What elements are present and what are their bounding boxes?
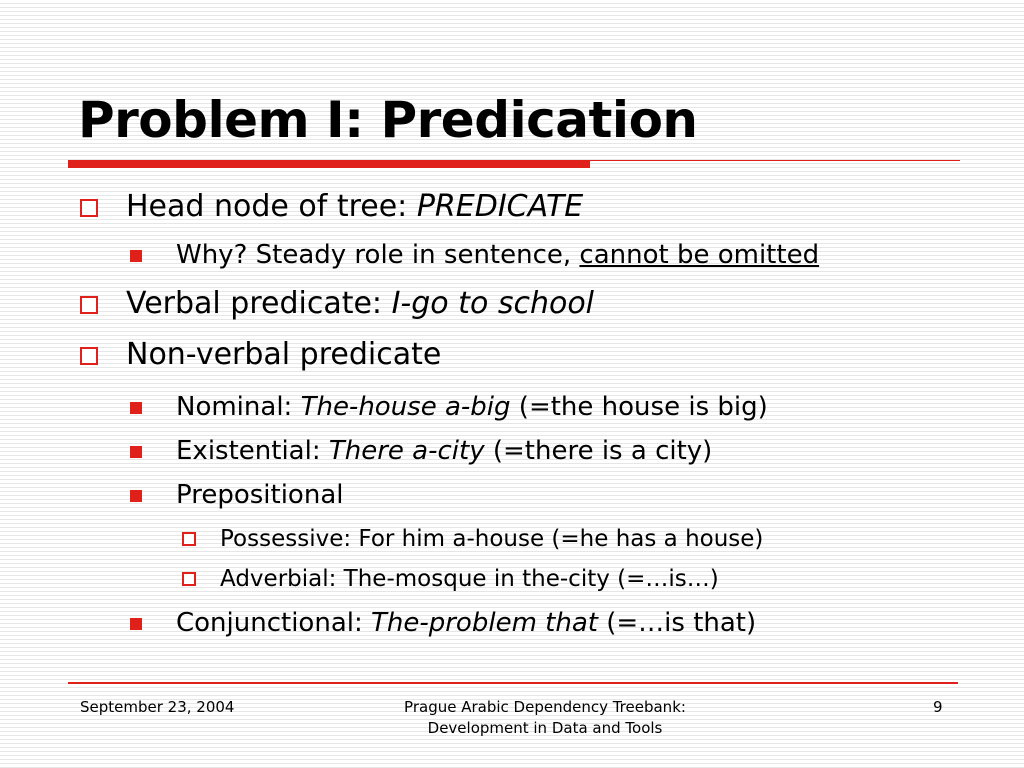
bullet-underlined-text: cannot be omitted bbox=[579, 240, 820, 270]
filled-square-bullet-icon bbox=[130, 446, 142, 458]
bullet-possessive bbox=[220, 524, 763, 554]
bullet-text: Why? Steady role in sentence, bbox=[176, 240, 580, 270]
hollow-square-bullet-icon bbox=[80, 296, 98, 314]
bullet-text: Prepositional bbox=[176, 480, 344, 510]
bullet-prepositional bbox=[176, 479, 343, 511]
bullet-italic-text: PREDICATE bbox=[416, 189, 584, 224]
bullet-text: Verbal predicate: bbox=[126, 286, 392, 321]
footer-title-line-1: Prague Arabic Dependency Treebank: bbox=[404, 698, 686, 716]
footer-title-line-2: Development in Data and Tools bbox=[427, 719, 663, 737]
bullet-italic-text: I-go to school bbox=[391, 286, 595, 321]
filled-square-bullet-icon bbox=[130, 490, 142, 502]
hollow-square-bullet-icon bbox=[182, 572, 196, 586]
bullet-non-verbal-predicate bbox=[126, 336, 441, 374]
footer-page-number: 9 bbox=[933, 698, 943, 716]
bullet-adverbial bbox=[220, 564, 719, 594]
title-underline-thick bbox=[68, 160, 590, 168]
bullet-italic-text: There a-city bbox=[328, 436, 485, 466]
bullet-text: Non-verbal predicate bbox=[126, 337, 442, 372]
bullet-suffix-text: (=…is that) bbox=[597, 608, 757, 638]
bullet-suffix-text: (=there is a city) bbox=[484, 436, 713, 466]
bullet-text: Adverbial: The-mosque in the-city (=…is…) bbox=[220, 566, 719, 592]
bullet-head-node bbox=[126, 188, 583, 226]
bullet-text: Nominal: bbox=[176, 392, 301, 422]
bullet-text: Possessive: For him a-house (=he has a house) bbox=[220, 526, 764, 552]
slide-title: Problem I: Predication bbox=[78, 91, 698, 149]
filled-square-bullet-icon bbox=[130, 618, 142, 630]
bullet-italic-text: The-house a-big bbox=[300, 392, 511, 422]
bullet-existential bbox=[176, 435, 712, 467]
bullet-text: Conjunctional: bbox=[176, 608, 371, 638]
bullet-text: Head node of tree: bbox=[126, 189, 417, 224]
filled-square-bullet-icon bbox=[130, 402, 142, 414]
bullet-text: Existential: bbox=[176, 436, 329, 466]
bullet-italic-text: The-problem that bbox=[371, 608, 598, 638]
footer-rule bbox=[68, 682, 958, 684]
hollow-square-bullet-icon bbox=[182, 532, 196, 546]
title-underline-thin bbox=[590, 160, 960, 161]
bullet-suffix-text: (=the house is big) bbox=[510, 392, 768, 422]
bullet-nominal bbox=[176, 391, 768, 423]
bullet-conjunctional bbox=[176, 607, 756, 639]
hollow-square-bullet-icon bbox=[80, 347, 98, 365]
bullet-verbal-predicate bbox=[126, 285, 594, 323]
bullet-why bbox=[176, 239, 819, 271]
filled-square-bullet-icon bbox=[130, 250, 142, 262]
footer-date: September 23, 2004 bbox=[80, 698, 235, 716]
hollow-square-bullet-icon bbox=[80, 199, 98, 217]
